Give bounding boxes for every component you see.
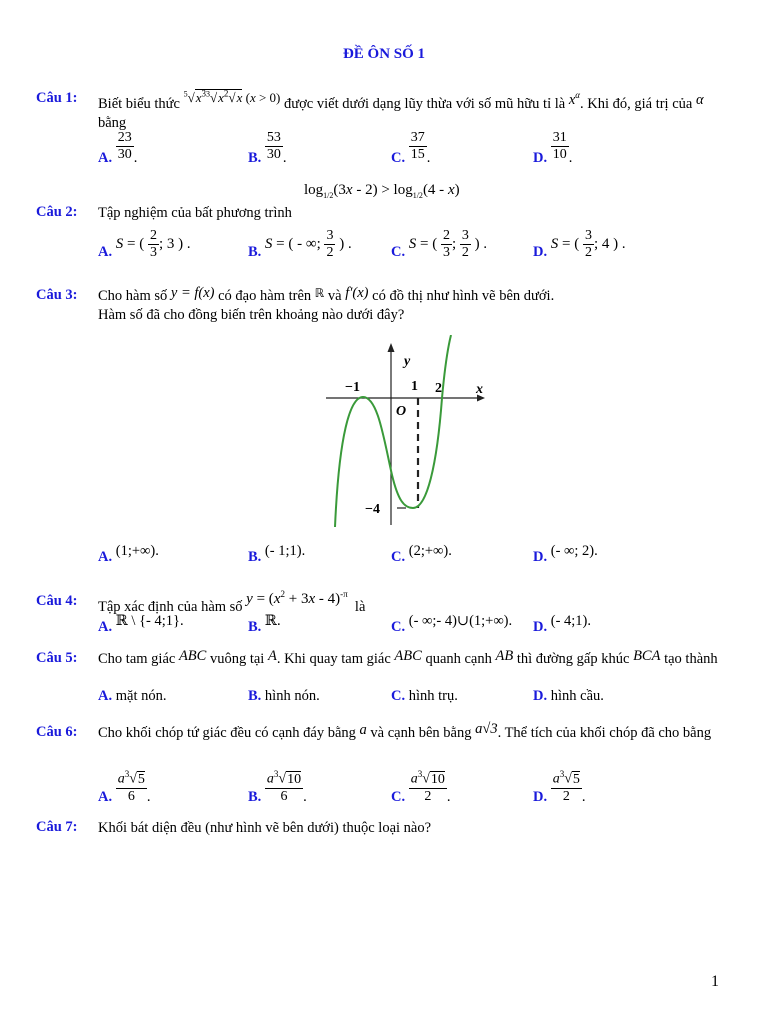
question-label: Câu 3: [36,287,78,303]
page-number: 1 [711,973,719,990]
option-a[interactable]: A. (1;+∞). [98,543,159,565]
fraction: $\frac{a^3√10}{6}$ [265,766,303,805]
question-text: Cho hàm số y = f(x) có đạo hàm trên $^ℝ$ và f′(x) có đồ thị như hình vẽ bên dưới. Hàm số đã cho đồng biến trên khoảng nào dưới đây? [98,285,555,323]
option-b[interactable]: B. $\frac{53}{30}$ . [248,130,287,166]
fraction: $\frac{53}{30}$ [266,130,281,162]
option-c[interactable]: C. (- ∞;- 4)∪(1;+∞). [391,613,513,635]
y-axis-arrow [388,343,395,352]
tick-label-1: 1 [411,379,418,394]
question-label: Câu 7: [36,819,78,835]
page-title: ĐỀ ÔN SỐ 1 [342,46,426,62]
inequality: $\log_{1/2}(3x - 2) > \log_{1/2}(4 - x)$ [304,182,460,200]
option-b[interactable]: B. ℝ. [248,613,281,635]
interval-answer: S = ( $\frac{2}{3}$ ; $\frac{3}{2}$ ) [408,228,484,260]
derivative-graph [322,335,492,530]
origin-label: O [396,404,407,419]
option-c[interactable]: C. (2;+∞). [391,543,452,565]
function-expression: $y = (x^2 + 3x - 4)^{-\pi}$ [246,589,348,607]
tick-label-minus-4: −4 [365,502,380,517]
fraction: $\frac{a^3√5}{6}$ [116,766,147,805]
fraction: $\frac{a^3√10}{2}$ [409,766,447,805]
question-label: Câu 5: [36,650,78,666]
option-b[interactable]: B. (- 1;1). [248,543,306,565]
option-c[interactable]: C. hình trụ. [391,688,458,704]
question-label: Câu 1: [36,90,78,106]
option-a[interactable]: A. $\frac{a^3√5}{6}$ . [98,766,151,805]
option-d[interactable]: D. $\frac{31}{10}$ . [533,130,573,166]
question-text: Biết biểu thức $^5√x^{33}√x^2√x$ (x > 0) được viết dưới dạng lũy thừa với số mũ hữu tỉ là $x^\alpha$. Khi đó, giá trị của α bằng [98,88,704,131]
option-a[interactable]: A. mặt nón. [98,688,167,704]
fraction: $\frac{a^3√5}{2}$ [551,766,582,805]
question-label: Câu 6: [36,724,78,740]
tick-label-2: 2 [435,381,442,396]
question-text: Tập xác định của hàm số $y = (x^2 + 3x - 4)^{-\pi}$ là [98,589,366,615]
option-b[interactable]: B. S = ( - ∞; $\frac{3}{2}$ ) . [248,228,352,260]
question-label: Câu 4: [36,593,78,609]
option-d[interactable]: D. (- ∞; 2). [533,543,598,565]
question-text: Tập nghiệm của bất phương trình [98,205,292,221]
fraction: $\frac{31}{10}$ [552,130,567,162]
fraction: $\frac{23}{30}$ [117,130,132,162]
option-c[interactable]: C. $\frac{a^3√10}{2}$ . [391,766,451,805]
interval-answer: S = ( $\frac{3}{2}$ ; 4 ) [550,228,622,260]
option-d[interactable]: D. $\frac{a^3√5}{2}$ . [533,766,586,805]
question-text: Khối bát diện đều (như hình vẽ bên dưới) thuộc loại nào? [98,820,432,836]
interval-answer: S = ( $\frac{2}{3}$ ; 3 ) [115,228,187,260]
option-d[interactable]: D. hình cầu. [533,688,604,704]
power-expression: $x^\alpha$ [568,90,580,108]
option-b[interactable]: B. $\frac{a^3√10}{6}$ . [248,766,307,805]
option-a[interactable]: A. $\frac{23}{30}$ . [98,130,138,166]
option-d[interactable]: D. S = ( $\frac{3}{2}$ ; 4 ) . [533,228,626,260]
question-text: Cho tam giác ABC vuông tại A. Khi quay tam giác ABC quanh cạnh AB thì đường gấp khúc BCA tạo thành [98,648,718,667]
derivative-curve [335,335,451,527]
option-a[interactable]: A. S = ( $\frac{2}{3}$ ; 3 ) . [98,228,191,260]
x-label: x [476,382,483,397]
question-label: Câu 2: [36,204,78,220]
option-b[interactable]: B. hình nón. [248,688,320,704]
fraction: $\frac{37}{15}$ [410,130,425,162]
option-a[interactable]: A. ℝ \ {- 4;1}. [98,613,184,635]
option-c[interactable]: C. S = ( $\frac{2}{3}$ ; $\frac{3}{2}$ ) . [391,228,487,260]
question-text: Cho khối chóp tứ giác đều có cạnh đáy bằng a và cạnh bên bằng a√3. Thể tích của khối chóp đã cho bằng [98,721,712,741]
option-c[interactable]: C. $\frac{37}{15}$ . [391,130,431,166]
interval-answer: S = ( - ∞; $\frac{3}{2}$ ) [264,228,348,260]
option-d[interactable]: D. (- 4;1). [533,613,591,635]
y-label: y [404,354,411,369]
tick-label-minus-1: −1 [345,380,360,395]
radical-expression: $^5√x^{33}√x^2√x$ (x > 0) [183,88,281,105]
